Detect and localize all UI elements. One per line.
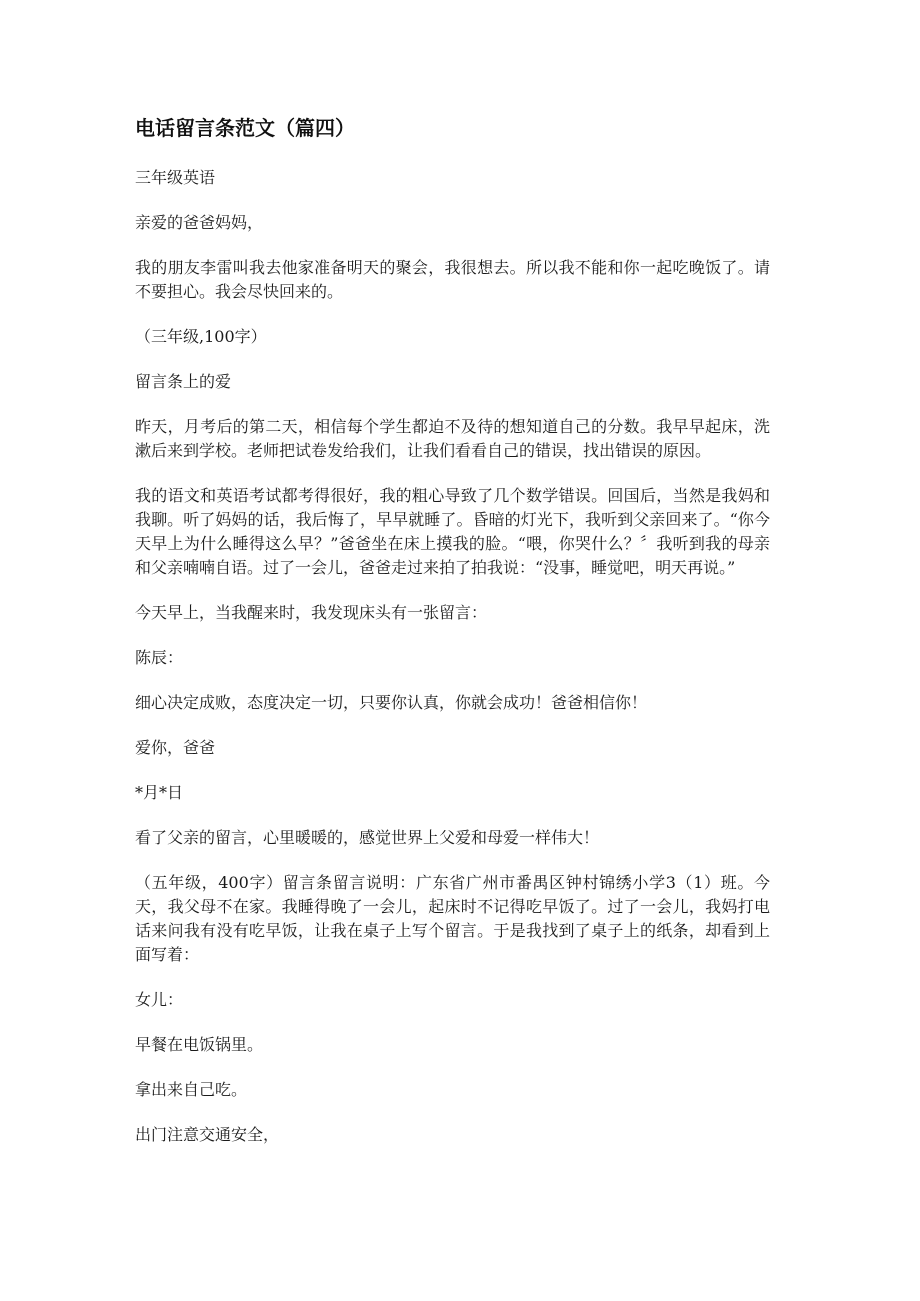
paragraph: 细心决定成败，态度决定一切，只要你认真，你就会成功！爸爸相信你！ (135, 693, 648, 712)
paragraph: *月*日 (135, 783, 184, 802)
paragraph: 拿出来自己吃。 (135, 1080, 248, 1099)
paragraph: 今天早上，当我醒来时，我发现床头有一张留言： (135, 603, 488, 622)
paragraph: 爱你，爸爸 (135, 738, 216, 757)
paragraph: 亲爱的爸爸妈妈， (135, 213, 264, 232)
paragraph: 我的语文和英语考试都考得很好，我的粗心导致了几个数学错误。回国后，当然是我妈和我聊。听了妈妈的话，我后悔了，早早就睡了。昏暗的灯光下，我听到父亲回来了。“你今天早上为什么睡得这么早？”爸爸坐在床上摸我的脸。“喂，你哭什么？〞我听到我的母亲和父亲喃喃自语。过了一会儿，爸爸走过来拍了拍我说：“没事，睡觉吧，明天再说。” (135, 486, 770, 577)
paragraph: 留言条上的爱 (135, 372, 232, 391)
paragraph: 早餐在电饭锅里。 (135, 1035, 264, 1054)
paragraph: （三年级,100字） (135, 327, 267, 346)
paragraph: 陈辰： (135, 648, 184, 667)
document-title: 电话留言条范文（篇四） (135, 116, 355, 140)
paragraph: 女儿： (135, 990, 184, 1009)
paragraph: 昨天，月考后的第二天，相信每个学生都迫不及待的想知道自己的分数。我早早起床，洗漱后来到学校。老师把试卷发给我们，让我们看看自己的错误，找出错误的原因。 (135, 417, 770, 460)
paragraph: 我的朋友李雷叫我去他家准备明天的聚会，我很想去。所以我不能和你一起吃晚饭了。请不要担心。我会尽快回来的。 (135, 258, 770, 301)
paragraph: 看了父亲的留言，心里暖暖的，感觉世界上父爱和母爱一样伟大！ (135, 828, 600, 847)
paragraph: 出门注意交通安全， (135, 1125, 280, 1144)
paragraph: （五年级，400字）留言条留言说明：广东省广州市番禺区钟村锦绣小学3（1）班。今天，我父母不在家。我睡得晚了一会儿，起床时不记得吃早饭了。过了一会儿，我妈打电话来问我有没有吃早饭，让我在桌子上写个留言。于是我找到了桌子上的纸条，却看到上面写着： (135, 873, 770, 964)
paragraph: 三年级英语 (135, 168, 216, 187)
document-page (135, 112, 770, 1168)
